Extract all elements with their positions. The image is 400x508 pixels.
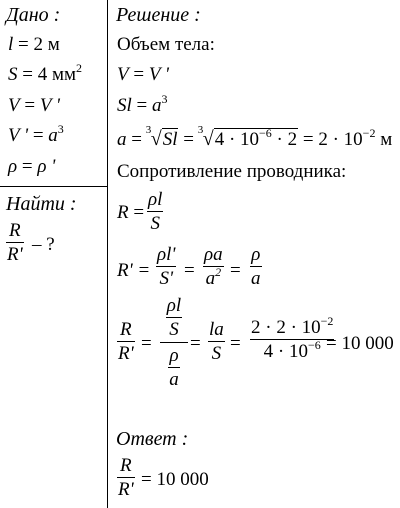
ratio-compound-fraction [160,296,188,389]
given-heading: Дано : [6,4,61,26]
r-prime-eq-1: = [184,260,195,281]
find-question: – ? [32,234,55,255]
solution-heading: Решение : [116,4,201,26]
find-heading: Найти : [6,193,77,215]
r-lhs: R = [117,202,145,223]
divider-vertical [107,0,108,508]
find-fraction: $\frac{R}{R'}$ [7,220,23,265]
r-prime-fraction-3: $\frac{\rho}{a}$ [251,244,261,289]
ratio-numeric-fraction: $\frac{2 \cdot 2 \cdot 10^{-2}}{4 \cdot 10^{-6}}$ [251,314,334,362]
divider-horizontal [0,186,107,187]
answer-heading: Ответ : [116,428,189,450]
r-prime-eq-2: = [230,260,241,281]
given-item-volume: V = V ' [8,95,60,116]
answer-fraction: $\frac{R}{R'}$ [118,455,134,500]
cube-root-1: 3 √Sl [145,124,178,150]
given-item-area: S = 4 $мм^2$ [8,61,83,85]
given-item-volume-prime: V ' = $a^3$ [8,122,64,146]
ratio-main-bar [160,342,188,343]
answer-value: = 10 000 [141,469,209,490]
cube-root-2: 3 $√4 \cdot 10^{-6} \cdot 2$ [197,124,298,150]
edge-equation: a = 3 √Sl = 3 $√4 \cdot 10^{-6} \cdot 2 = 2 \cdot 10^{-2}$ м [117,124,393,150]
ratio-lhs-fraction: $\frac{R}{R'}$ [118,319,134,364]
ratio-eq-2: = [190,333,201,354]
given-item-length: l = 2 м [8,34,60,55]
sl-equation: $Sl = a^3$ [117,92,168,116]
ratio-inner-denominator: $\frac{\rho}{a}$ [169,345,179,390]
ratio-result: = 10 000 [326,333,394,354]
ratio-fraction-la-s: $\frac{la}{S}$ [209,319,224,364]
resistance-label: Сопротивление проводника: [117,161,347,182]
r-prime-lhs: R' = [117,260,151,281]
ratio-inner-numerator: $\frac{\rho l}{S}$ [166,295,182,340]
given-item-resistivity: ρ = ρ ' [8,156,56,177]
r-fraction: $\frac{\rho l}{S}$ [148,189,163,234]
volume-equality: V = V ' [117,64,169,85]
ratio-eq-3: = [230,333,241,354]
volume-label: Объем тела: [117,34,215,55]
r-prime-fraction-2: $\frac{\rho a}{a^2}$ [204,244,223,289]
ratio-eq-1: = [141,333,152,354]
r-prime-fraction-1: $\frac{\rho l'}{S'}$ [157,244,176,289]
